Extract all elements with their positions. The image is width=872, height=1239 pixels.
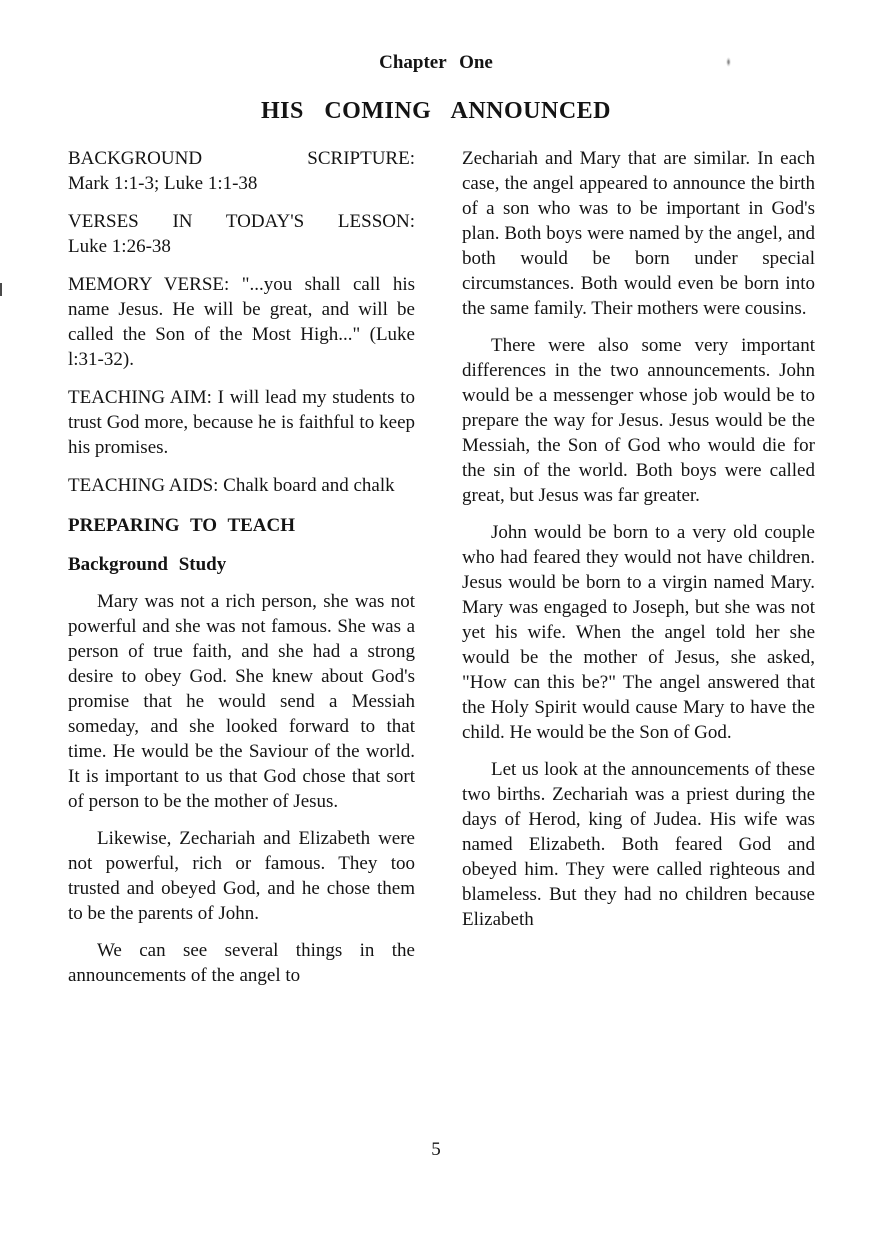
- verses-lesson-section: [68, 209, 415, 259]
- paragraph-we-can-see: We can see several things in the announcements of the angel to: [68, 940, 415, 986]
- paragraph-john-born: John would be born to a very old couple who had feared they would not have children. Jesus would be born to a virgin named Mary. Mary was engaged to Joseph, but she was not yet his wife. When the angel told her she would be the mother of Jesus, she asked, "How can this be?" The angel answered that the Holy Spirit would cause Mary to have the child. He would be the Son of God.: [462, 522, 815, 743]
- two-column-layout: [68, 146, 815, 1000]
- verses-lesson-label: VERSES IN TODAY'S LESSON:: [68, 211, 415, 232]
- teaching-aim-section: [68, 385, 415, 460]
- scan-speck-icon: [0, 283, 2, 296]
- right-column: [462, 146, 815, 1000]
- page-number: 5: [431, 1139, 441, 1160]
- page-title: HIS COMING ANNOUNCED: [260, 98, 612, 124]
- paragraph-mary: Mary was not a rich person, she was not powerful and she was not famous. She was a person of true faith, and she had a strong desire to obey God. She knew about God's promise that he would send a Messiah someday, and she looked forward to that time. He would be the Saviour of the world. It is important to us that God chose that sort of person to be the mother of Jesus.: [68, 591, 415, 812]
- scan-speck-icon: [726, 57, 731, 67]
- background-scripture-section: [68, 146, 415, 196]
- teaching-aids-section: [68, 473, 415, 498]
- paragraph-likewise: Likewise, Zechariah and Elizabeth were not powerful, rich or famous. They too trusted and obeyed God, and he chose them to be the parents of John.: [68, 828, 415, 924]
- teaching-aim-text: I will lead my students to trust God more, because he is faithful to keep his promises.: [68, 387, 415, 458]
- paragraph-let-us-look: Let us look at the announcements of these two births. Zechariah was a priest during the days of Herod, king of Judea. His wife was named Elizabeth. Both feared God and obeyed him. They were called righteous and blameless. But they had no children because Elizabeth: [462, 759, 815, 930]
- memory-verse-section: [68, 272, 415, 372]
- background-scripture-label: BACKGROUND SCRIPTURE:: [68, 148, 415, 169]
- paragraph-differences: There were also some very important differences in the two announcements. John would be a messenger whose job would be to prepare the way for Jesus. Jesus would be the Messiah, the Son of God who would die for the sin of the world. Both boys were called great, but Jesus was far greater.: [462, 335, 815, 506]
- verses-lesson-text: Luke 1:26-38: [68, 236, 171, 257]
- background-scripture-text: Mark 1:1-3; Luke 1:1-38: [68, 173, 258, 194]
- memory-verse-text: "...you shall call his name Jesus. He will be great, and will be called the Son of the Most High..." (Luke l:31-32).: [68, 274, 415, 370]
- teaching-aim-label: TEACHING AIM:: [68, 387, 212, 408]
- chapter-header: Chapter One: [379, 52, 493, 73]
- teaching-aids-label: TEACHING AIDS:: [68, 475, 219, 496]
- heading-background-study: Background Study: [68, 554, 227, 575]
- paragraph-zechariah-mary-similar: Zechariah and Mary that are similar. In each case, the angel appeared to announce the birth of a son who was to be important in God's plan. Both boys were named by the angel, and both would be born under special circumstances. Both would even be born into the same family. Their mothers were cousins.: [462, 148, 815, 319]
- memory-verse-label: MEMORY VERSE:: [68, 274, 230, 295]
- heading-preparing-to-teach: PREPARING TO TEACH: [68, 515, 296, 536]
- left-column: [68, 146, 415, 1000]
- teaching-aids-text: Chalk board and chalk: [223, 475, 395, 496]
